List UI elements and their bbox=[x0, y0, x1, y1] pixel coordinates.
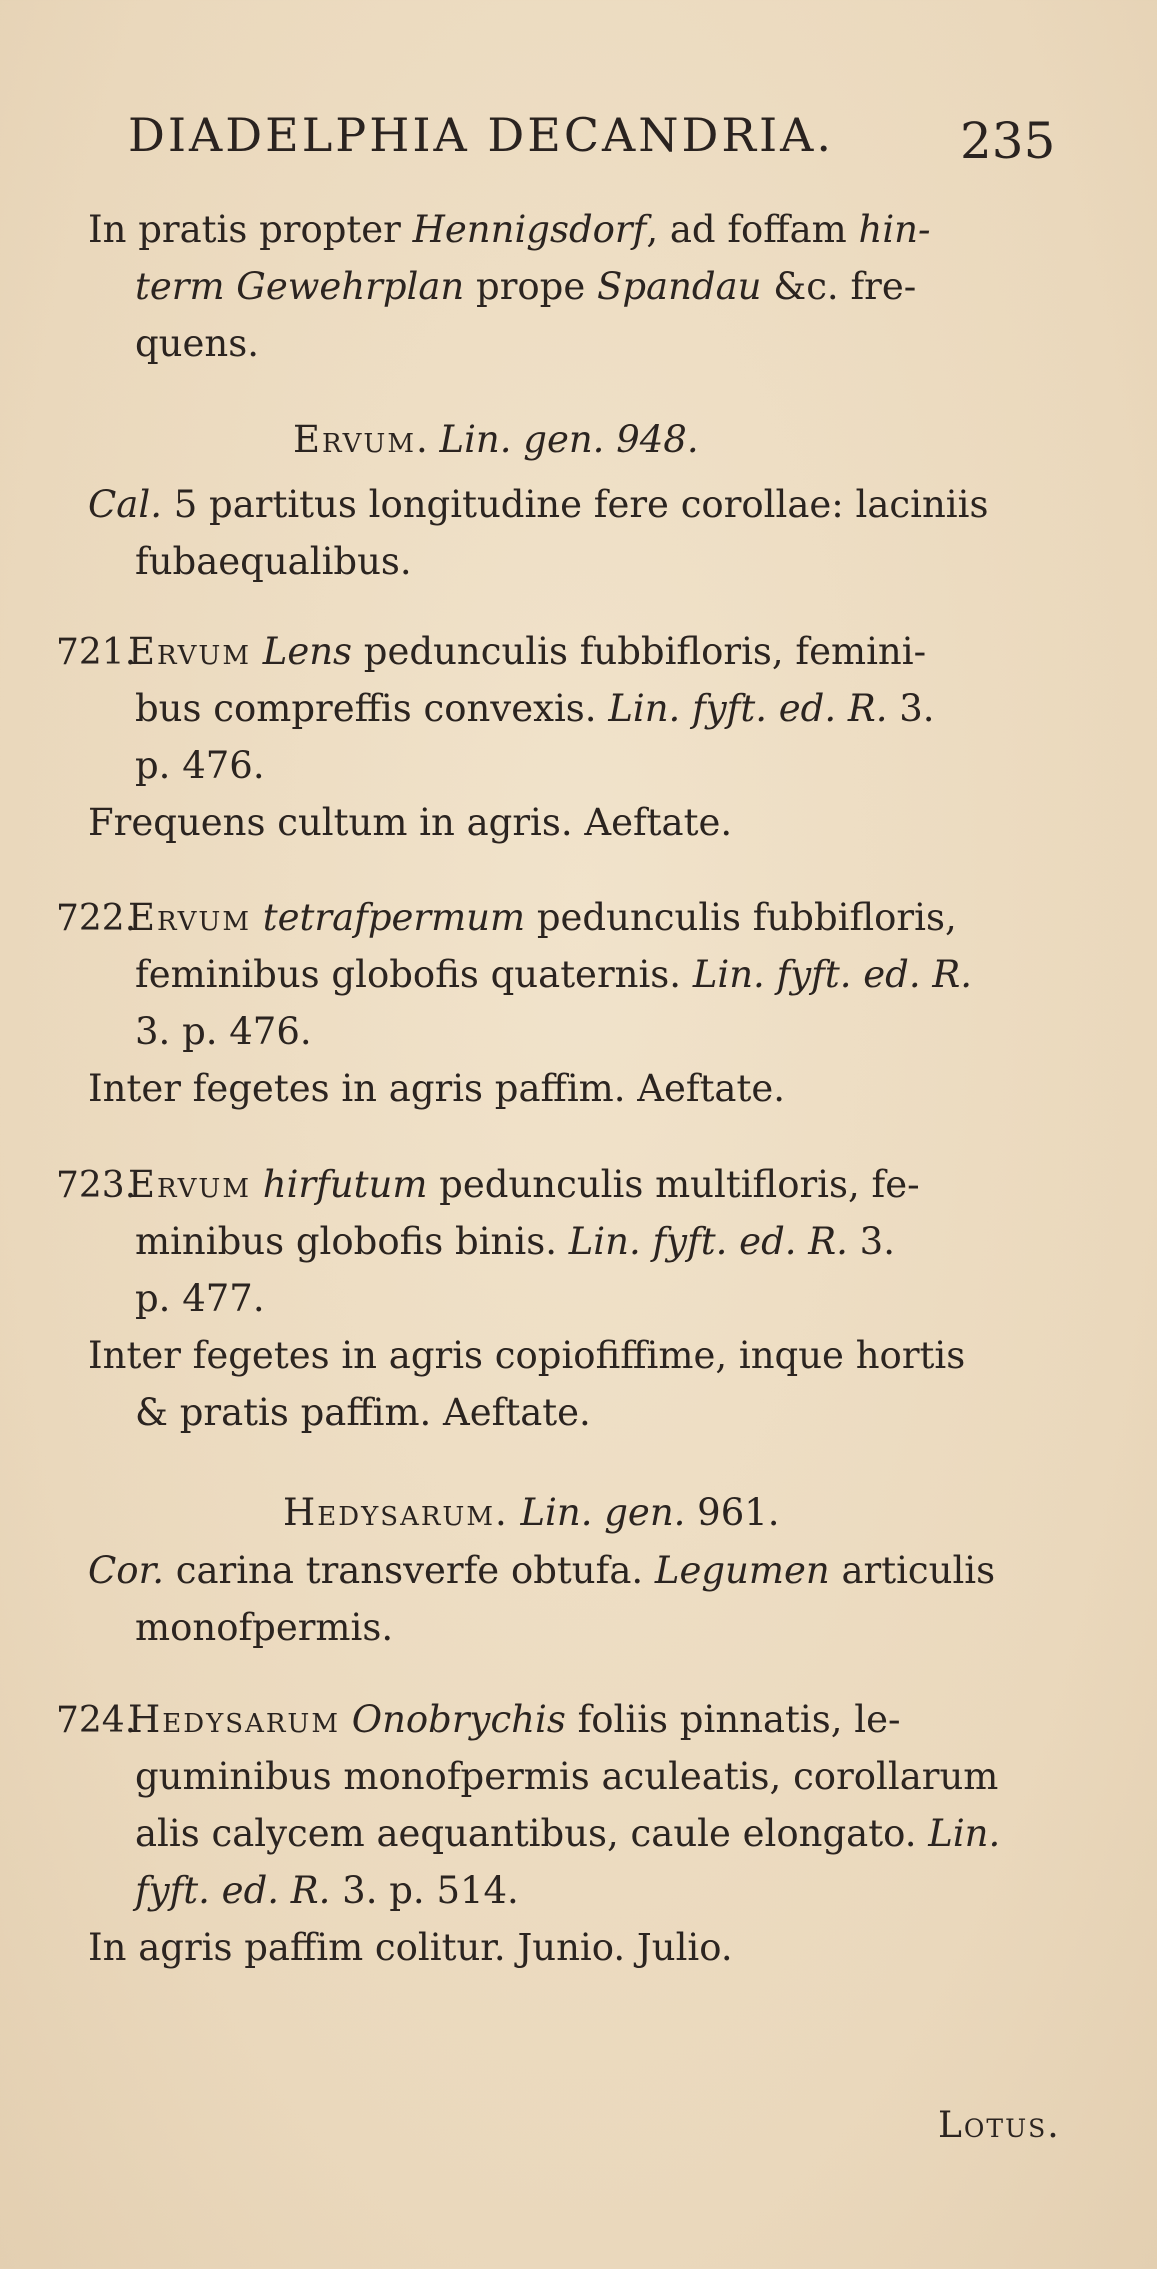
species-723-line-1: 723.Ervum hirfutum pedunculis multifloris, fe- bbox=[0, 1160, 1157, 1210]
species-723-line-2: minibus globofis binis. Lin. fyft. ed. R. 3. bbox=[135, 1220, 895, 1263]
species-721-habitat: Frequens cultum in agris. Aeftate. bbox=[88, 801, 733, 844]
species-723-line-3: p. 477. bbox=[135, 1277, 265, 1320]
species-724-line-2: guminibus monofpermis aculeatis, corollarum bbox=[135, 1755, 999, 1798]
species-722-line-3: 3. p. 476. bbox=[135, 1010, 312, 1053]
species-number: 722. bbox=[56, 898, 137, 939]
species-724-habitat: In agris paffim colitur. Junio. Julio. bbox=[88, 1926, 733, 1969]
intro-line-3: quens. bbox=[135, 322, 259, 365]
species-724-line-4: fyft. ed. R. 3. p. 514. bbox=[135, 1869, 519, 1912]
species-724-line-3: alis calycem aequantibus, caule elongato. Lin. bbox=[135, 1812, 1001, 1855]
intro-line-2: term Gewehrplan prope Spandau &c. fre- bbox=[135, 265, 917, 308]
species-724-line-1: 724.Hedysarum Onobrychis foliis pinnatis, le- bbox=[0, 1695, 1157, 1745]
species-number: 723. bbox=[56, 1165, 137, 1206]
running-header: DIADELPHIA DECANDRIA. bbox=[128, 108, 835, 162]
species-number: 721. bbox=[56, 632, 137, 673]
genus-heading-hedysarum: Hedysarum. Lin. gen. 961. bbox=[283, 1491, 780, 1534]
genus-desc-hedysarum-2: monofpermis. bbox=[135, 1606, 394, 1649]
species-723-habitat-1: Inter fegetes in agris copiofiffime, inque hortis bbox=[88, 1334, 966, 1377]
species-721-line-1: 721.Ervum Lens pedunculis fubbifloris, femini- bbox=[0, 627, 1157, 677]
genus-heading-ervum: Ervum. Lin. gen. 948. bbox=[293, 418, 699, 461]
intro-line-1: In pratis propter Hennigsdorf, ad foffam hin- bbox=[88, 208, 931, 251]
species-722-line-1: 722.Ervum tetrafpermum pedunculis fubbifloris, bbox=[0, 893, 1157, 943]
genus-desc-ervum-1: Cal. 5 partitus longitudine fere corollae: laciniis bbox=[88, 483, 989, 526]
species-722-line-2: feminibus globofis quaternis. Lin. fyft. ed. R. bbox=[135, 953, 972, 996]
species-723-habitat-2: & pratis paffim. Aeftate. bbox=[135, 1391, 591, 1434]
species-721-line-3: p. 476. bbox=[135, 744, 265, 787]
genus-desc-hedysarum-1: Cor. carina transverfe obtufa. Legumen articulis bbox=[88, 1549, 996, 1592]
species-722-habitat: Inter fegetes in agris paffim. Aeftate. bbox=[88, 1067, 786, 1110]
page-number: 235 bbox=[960, 112, 1056, 170]
catchword: Lotus. bbox=[938, 2105, 1061, 2146]
species-721-line-2: bus compreffis convexis. Lin. fyft. ed. R. 3. bbox=[135, 687, 935, 730]
species-number: 724. bbox=[56, 1700, 137, 1741]
genus-desc-ervum-2: fubaequalibus. bbox=[135, 540, 412, 583]
